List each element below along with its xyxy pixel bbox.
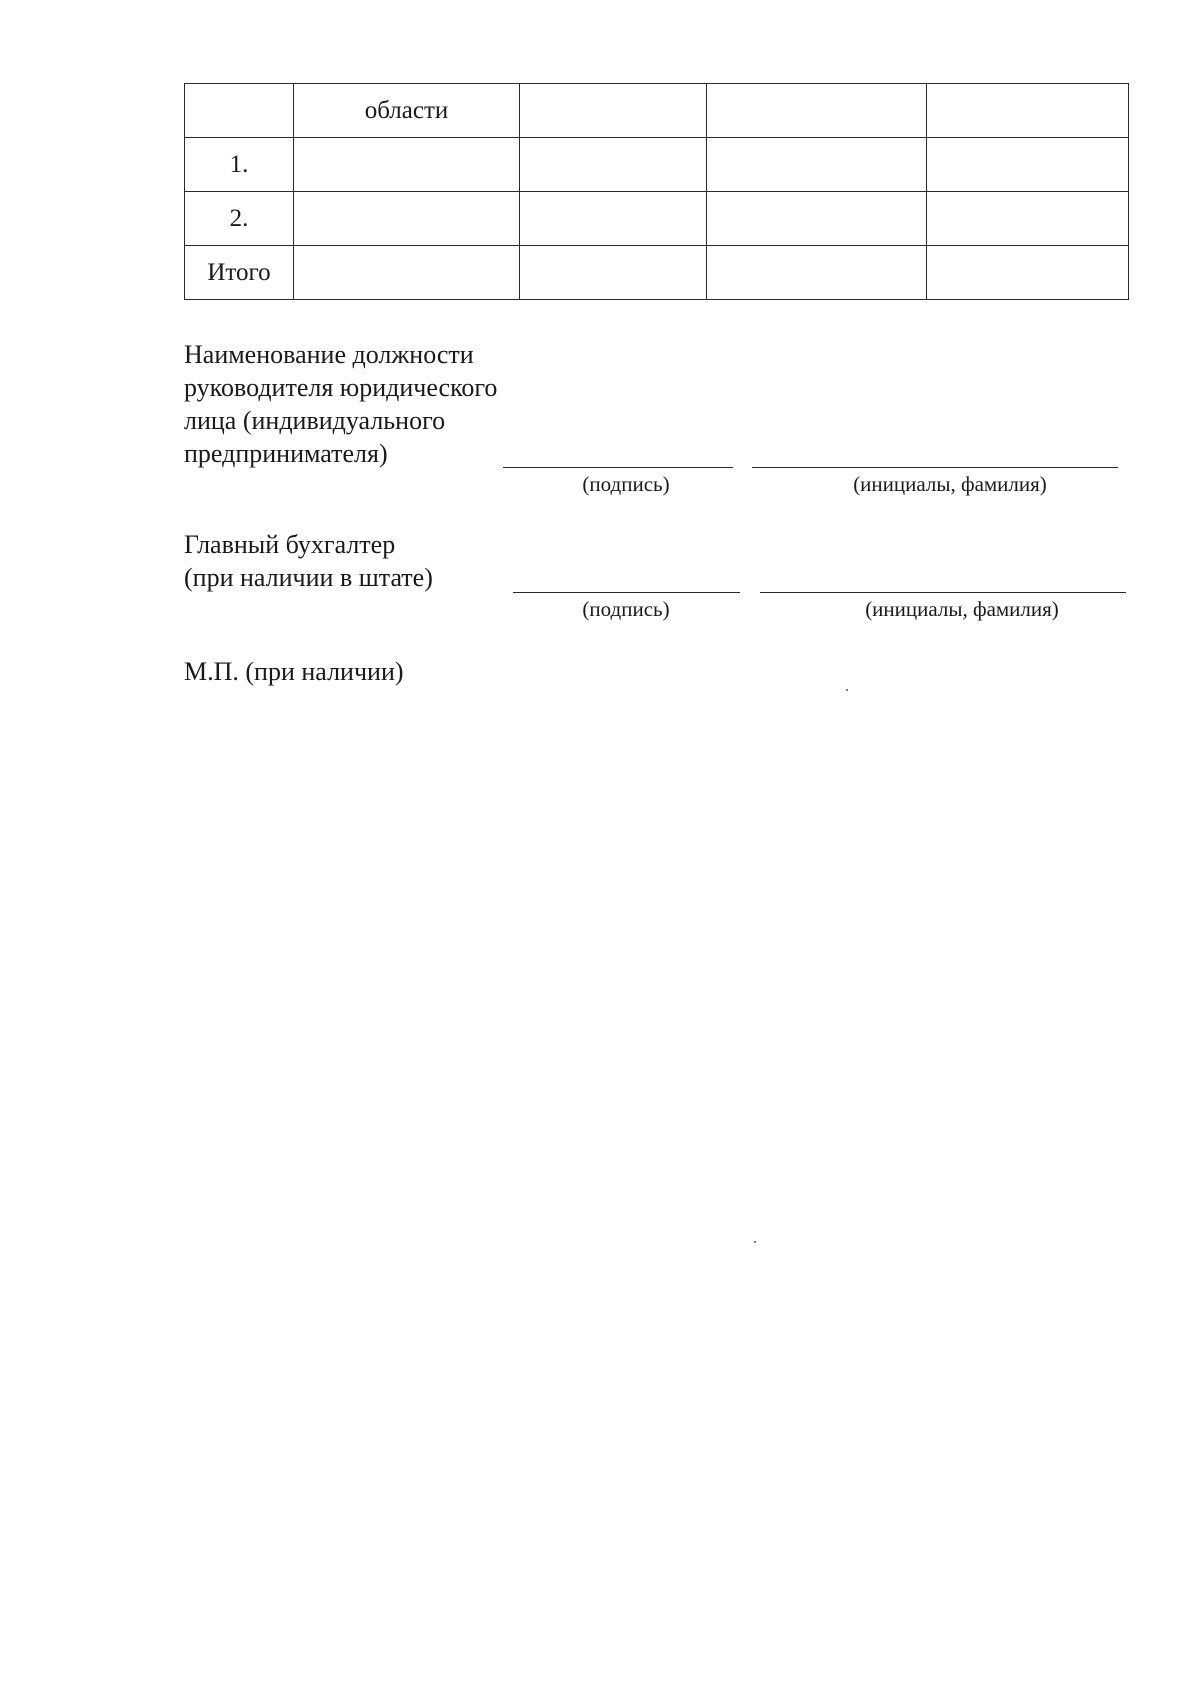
head-name-caption: (инициалы, фамилия) <box>853 472 1047 496</box>
head-position-line: предпринимателя) <box>184 439 388 468</box>
table-cell <box>520 138 707 192</box>
table-cell <box>294 246 520 300</box>
summary-table <box>184 83 1129 300</box>
accountant-label <box>184 528 433 594</box>
accountant-signature-caption: (подпись) <box>582 597 670 621</box>
table-cell <box>707 192 927 246</box>
table-cell <box>185 84 294 138</box>
head-position-label <box>184 338 497 470</box>
table-row <box>185 192 1129 246</box>
table-cell: Итого <box>185 246 294 300</box>
scan-speck <box>846 689 848 691</box>
table-cell <box>707 84 927 138</box>
accountant-signature-line[interactable] <box>513 592 740 593</box>
table-cell <box>707 246 927 300</box>
table-cell <box>927 84 1129 138</box>
accountant-label-line: Главный бухгалтер <box>184 530 396 559</box>
accountant-label-line: (при наличии в штате) <box>184 563 433 592</box>
table-cell: 1. <box>185 138 294 192</box>
table-cell <box>927 138 1129 192</box>
head-position-line: Наименование должности <box>184 340 474 369</box>
stamp-note: М.П. (при наличии) <box>184 657 404 686</box>
table-cell <box>927 246 1129 300</box>
accountant-name-caption: (инициалы, фамилия) <box>865 597 1059 621</box>
table-cell <box>927 192 1129 246</box>
table-row <box>185 138 1129 192</box>
table-row <box>185 84 1129 138</box>
head-signature-caption: (подпись) <box>582 472 670 496</box>
table-cell <box>520 246 707 300</box>
table-cell: 2. <box>185 192 294 246</box>
table-row <box>185 246 1129 300</box>
table-cell <box>294 138 520 192</box>
head-name-line[interactable] <box>752 467 1118 468</box>
scan-speck <box>754 1241 756 1243</box>
head-signature-line[interactable] <box>503 467 733 468</box>
accountant-name-line[interactable] <box>760 592 1126 593</box>
table-cell <box>520 84 707 138</box>
table-cell: области <box>294 84 520 138</box>
head-position-line: лица (индивидуального <box>184 406 446 435</box>
table-cell <box>294 192 520 246</box>
table-cell <box>707 138 927 192</box>
table-cell <box>520 192 707 246</box>
head-position-line: руководителя юридического <box>184 373 498 402</box>
